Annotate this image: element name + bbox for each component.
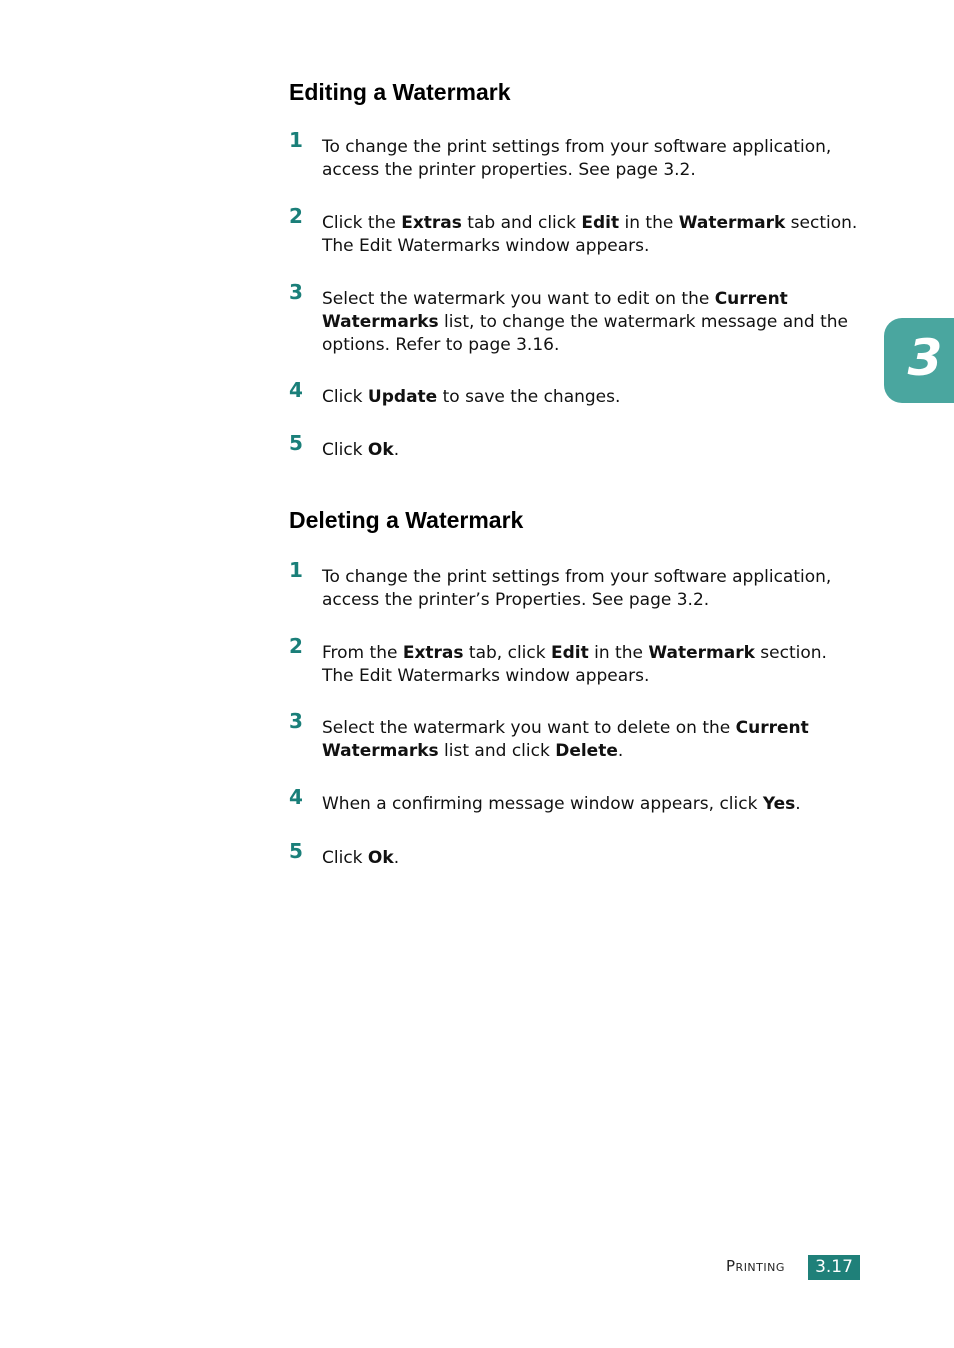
step-text xyxy=(322,136,862,182)
bold-term: Ok xyxy=(367,848,394,868)
step-number: 1 xyxy=(289,558,303,582)
step-text xyxy=(322,847,862,870)
text-run: From the xyxy=(322,643,403,663)
step-text xyxy=(322,212,862,258)
section-title-editing: Editing a Watermark xyxy=(289,79,511,105)
text-run: Click xyxy=(322,387,368,407)
text-run: When a confirming message window appears, click xyxy=(322,794,763,814)
bold-term: Yes xyxy=(762,794,796,814)
section-title-deleting: Deleting a Watermark xyxy=(289,507,524,533)
text-run: Select the watermark you want to edit on the xyxy=(322,289,715,309)
text-run: Click xyxy=(322,848,368,868)
step-text xyxy=(322,288,862,357)
text-run: . xyxy=(795,794,801,814)
step-number: 2 xyxy=(289,204,303,228)
page-number: 3.17 xyxy=(808,1255,860,1280)
text-run: . xyxy=(393,848,400,868)
step-number: 3 xyxy=(289,280,303,304)
step-text xyxy=(322,717,862,763)
text-run: To change the print settings from your software application, access the printer properties. See page 3.2. xyxy=(322,137,832,180)
bold-term: Current Watermarks xyxy=(322,718,809,761)
text-run: Click xyxy=(322,440,368,460)
text-run: tab, click xyxy=(463,643,551,663)
step-number: 5 xyxy=(289,431,303,455)
step-text xyxy=(322,566,862,612)
bold-term: Watermark xyxy=(678,213,786,233)
step-text xyxy=(322,439,862,462)
text-run: To change the print settings from your software application, access the printer’s Properties. See page 3.2. xyxy=(322,567,832,610)
bold-term: Edit xyxy=(551,643,589,663)
text-run: to save the changes. xyxy=(437,387,621,407)
bold-term: Update xyxy=(367,387,438,407)
text-run: Select the watermark you want to delete on the xyxy=(322,718,736,738)
text-run: . xyxy=(393,440,400,460)
footer-section-label: Printing xyxy=(726,1257,785,1275)
bold-term: Watermark xyxy=(648,643,755,663)
bold-term: Current Watermarks xyxy=(322,289,788,332)
step-number: 1 xyxy=(289,128,303,152)
step-number: 4 xyxy=(289,378,303,402)
text-run: tab and click xyxy=(461,213,582,233)
chapter-number: 3 xyxy=(907,329,943,387)
bold-term: Ok xyxy=(367,440,394,460)
text-run: . xyxy=(617,741,624,761)
bold-term: Extras xyxy=(402,643,464,663)
step-text xyxy=(322,386,862,409)
step-number: 3 xyxy=(289,709,303,733)
step-number: 2 xyxy=(289,634,303,658)
bold-term: Edit xyxy=(581,213,620,233)
text-run: section. The Edit Watermarks window appears. xyxy=(322,643,827,686)
text-run: in the xyxy=(619,213,679,233)
text-run: section. The Edit Watermarks window appears. xyxy=(322,213,858,256)
step-number: 4 xyxy=(289,785,303,809)
step-text xyxy=(322,793,862,816)
text-run: Click the xyxy=(322,213,402,233)
text-run: list and click xyxy=(438,741,556,761)
bold-term: Delete xyxy=(555,741,618,761)
step-text xyxy=(322,642,862,688)
step-number: 5 xyxy=(289,839,303,863)
bold-term: Extras xyxy=(401,213,462,233)
text-run: in the xyxy=(588,643,649,663)
text-run: list, to change the watermark message and the options. Refer to page 3.16. xyxy=(322,312,849,355)
